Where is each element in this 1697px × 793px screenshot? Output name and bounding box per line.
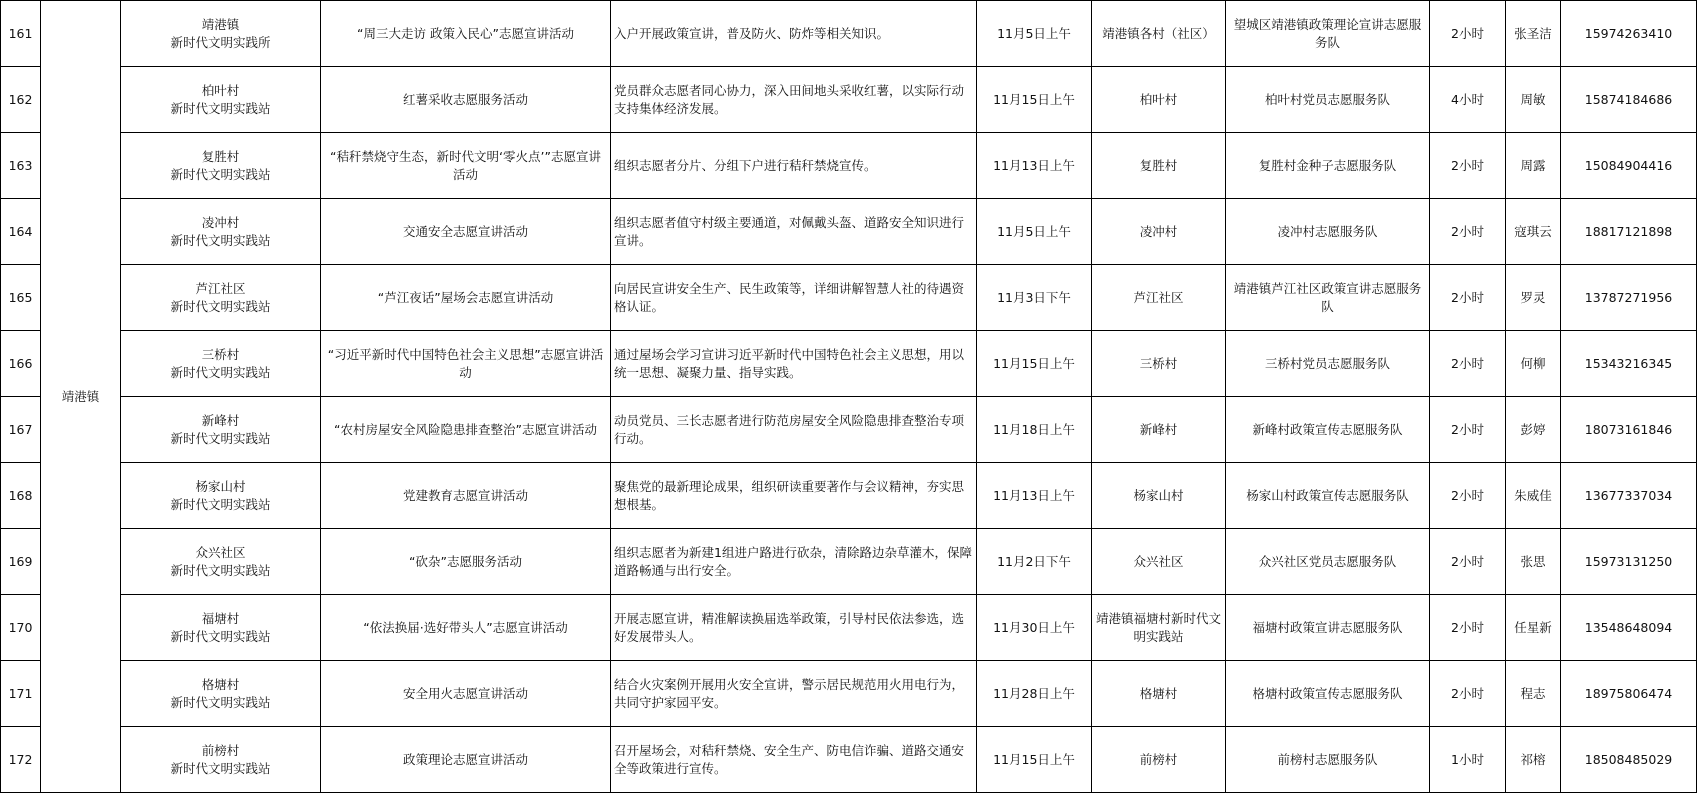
table-row: [1, 529, 1697, 595]
phone-cell: 18817121898: [1561, 199, 1697, 265]
row-number-cell: 166: [1, 331, 41, 397]
team-cell: 前榜村志愿服务队: [1226, 727, 1430, 793]
table-row: [1, 67, 1697, 133]
phone-cell: 15973131250: [1561, 529, 1697, 595]
team-cell: 柏叶村党员志愿服务队: [1226, 67, 1430, 133]
duration-cell: 2小时: [1430, 529, 1506, 595]
row-number-cell: 161: [1, 1, 41, 67]
station-name: 复胜村: [201, 148, 240, 164]
phone-cell: 15343216345: [1561, 331, 1697, 397]
activity-name-cell: “习近平新时代中国特色社会主义思想”志愿宣讲活动: [321, 331, 611, 397]
station-cell: [121, 199, 321, 265]
contact-cell: 周敏: [1506, 67, 1561, 133]
duration-cell: 2小时: [1430, 265, 1506, 331]
station-name: 三桥村: [201, 346, 240, 362]
station-cell: [121, 67, 321, 133]
station-cell: [121, 529, 321, 595]
time-cell: 11月15日上午: [977, 331, 1092, 397]
time-cell: 11月15日上午: [977, 727, 1092, 793]
station-name: 新峰村: [201, 412, 240, 428]
table-row: [1, 199, 1697, 265]
activity-content-cell: 组织志愿者为新建1组进户路进行砍杂，清除路边杂草灌木，保障道路畅通与出行安全。: [611, 529, 977, 595]
duration-cell: 2小时: [1430, 331, 1506, 397]
duration-cell: 2小时: [1430, 1, 1506, 67]
station-name: 柏叶村: [201, 82, 240, 98]
activity-name-cell: “芦江夜话”屋场会志愿宣讲活动: [321, 265, 611, 331]
station-name: 凌冲村: [201, 214, 240, 230]
phone-cell: 18073161846: [1561, 397, 1697, 463]
activity-name-cell: 政策理论志愿宣讲活动: [321, 727, 611, 793]
place-cell: 新峰村: [1092, 397, 1226, 463]
row-number-cell: 162: [1, 67, 41, 133]
row-number-cell: 172: [1, 727, 41, 793]
place-cell: 凌冲村: [1092, 199, 1226, 265]
contact-cell: 罗灵: [1506, 265, 1561, 331]
phone-cell: 13787271956: [1561, 265, 1697, 331]
station-name: 芦江社区: [195, 280, 246, 296]
station-type: 新时代文明实践所: [170, 34, 271, 50]
table-row: [1, 727, 1697, 793]
team-cell: 凌冲村志愿服务队: [1226, 199, 1430, 265]
row-number-cell: 171: [1, 661, 41, 727]
activity-content-cell: 动员党员、三长志愿者进行防范房屋安全风险隐患排查整治专项行动。: [611, 397, 977, 463]
table-row: [1, 331, 1697, 397]
activity-content-cell: 向居民宣讲安全生产、民生政策等，详细讲解智慧人社的待遇资格认证。: [611, 265, 977, 331]
duration-cell: 1小时: [1430, 727, 1506, 793]
time-cell: 11月2日下午: [977, 529, 1092, 595]
contact-cell: 程志: [1506, 661, 1561, 727]
table-row: [1, 265, 1697, 331]
activity-content-cell: 召开屋场会，对秸秆禁烧、安全生产、防电信诈骗、道路交通安全等政策进行宣传。: [611, 727, 977, 793]
station-cell: [121, 331, 321, 397]
activity-name-cell: 交通安全志愿宣讲活动: [321, 199, 611, 265]
station-cell: [121, 661, 321, 727]
station-type: 新时代文明实践站: [170, 562, 271, 578]
station-type: 新时代文明实践站: [170, 166, 271, 182]
contact-cell: 任星新: [1506, 595, 1561, 661]
table-row: [1, 133, 1697, 199]
activity-content-cell: 聚焦党的最新理论成果，组织研读重要著作与会议精神，夯实思想根基。: [611, 463, 977, 529]
station-cell: [121, 463, 321, 529]
table-row: [1, 1, 1697, 67]
team-cell: 靖港镇芦江社区政策宣讲志愿服务队: [1226, 265, 1430, 331]
station-name: 杨家山村: [195, 478, 246, 494]
phone-cell: 18975806474: [1561, 661, 1697, 727]
team-cell: 复胜村金种子志愿服务队: [1226, 133, 1430, 199]
activity-name-cell: 红薯采收志愿服务活动: [321, 67, 611, 133]
time-cell: 11月13日上午: [977, 133, 1092, 199]
table-row: [1, 463, 1697, 529]
phone-cell: 15874184686: [1561, 67, 1697, 133]
row-number-cell: 165: [1, 265, 41, 331]
activity-content-cell: 组织志愿者值守村级主要通道，对佩戴头盔、道路安全知识进行宣讲。: [611, 199, 977, 265]
time-cell: 11月18日上午: [977, 397, 1092, 463]
place-cell: 三桥村: [1092, 331, 1226, 397]
table-body: [1, 1, 1697, 793]
station-cell: [121, 397, 321, 463]
contact-cell: 彭婷: [1506, 397, 1561, 463]
station-type: 新时代文明实践站: [170, 628, 271, 644]
place-cell: 复胜村: [1092, 133, 1226, 199]
activity-content-cell: 组织志愿者分片、分组下户进行秸秆禁烧宣传。: [611, 133, 977, 199]
station-name: 众兴社区: [195, 544, 246, 560]
activity-name-cell: 安全用火志愿宣讲活动: [321, 661, 611, 727]
duration-cell: 2小时: [1430, 661, 1506, 727]
time-cell: 11月30日上午: [977, 595, 1092, 661]
row-number-cell: 163: [1, 133, 41, 199]
time-cell: 11月5日上午: [977, 1, 1092, 67]
row-number-cell: 167: [1, 397, 41, 463]
station-cell: [121, 265, 321, 331]
town-cell: 靖港镇: [41, 1, 121, 793]
activity-name-cell: “农村房屋安全风险隐患排查整治”志愿宣讲活动: [321, 397, 611, 463]
team-cell: 格塘村政策宣传志愿服务队: [1226, 661, 1430, 727]
station-name: 福塘村: [201, 610, 240, 626]
station-cell: [121, 727, 321, 793]
phone-cell: 13548648094: [1561, 595, 1697, 661]
activity-name-cell: “周三大走访 政策入民心”志愿宣讲活动: [321, 1, 611, 67]
activity-content-cell: 入户开展政策宣讲，普及防火、防炸等相关知识。: [611, 1, 977, 67]
activity-content-cell: 通过屋场会学习宣讲习近平新时代中国特色社会主义思想，用以统一思想、凝聚力量、指导实践。: [611, 331, 977, 397]
table-row: [1, 595, 1697, 661]
team-cell: 众兴社区党员志愿服务队: [1226, 529, 1430, 595]
team-cell: 三桥村党员志愿服务队: [1226, 331, 1430, 397]
team-cell: 福塘村政策宣讲志愿服务队: [1226, 595, 1430, 661]
team-cell: 新峰村政策宣传志愿服务队: [1226, 397, 1430, 463]
station-type: 新时代文明实践站: [170, 232, 271, 248]
place-cell: 柏叶村: [1092, 67, 1226, 133]
phone-cell: 18508485029: [1561, 727, 1697, 793]
contact-cell: 朱威佳: [1506, 463, 1561, 529]
row-number-cell: 170: [1, 595, 41, 661]
duration-cell: 2小时: [1430, 133, 1506, 199]
time-cell: 11月13日上午: [977, 463, 1092, 529]
station-cell: [121, 595, 321, 661]
station-name: 靖港镇: [201, 16, 240, 32]
place-cell: 杨家山村: [1092, 463, 1226, 529]
activity-name-cell: “秸秆禁烧守生态，新时代文明‘零火点’”志愿宣讲活动: [321, 133, 611, 199]
table-row: [1, 397, 1697, 463]
row-number-cell: 168: [1, 463, 41, 529]
phone-cell: 15974263410: [1561, 1, 1697, 67]
place-cell: 靖港镇各村（社区）: [1092, 1, 1226, 67]
team-cell: 望城区靖港镇政策理论宣讲志愿服务队: [1226, 1, 1430, 67]
duration-cell: 4小时: [1430, 67, 1506, 133]
time-cell: 11月28日上午: [977, 661, 1092, 727]
activity-content-cell: 开展志愿宣讲，精准解读换届选举政策，引导村民依法参选，选好发展带头人。: [611, 595, 977, 661]
activity-name-cell: 党建教育志愿宣讲活动: [321, 463, 611, 529]
station-type: 新时代文明实践站: [170, 100, 271, 116]
time-cell: 11月5日上午: [977, 199, 1092, 265]
phone-cell: 13677337034: [1561, 463, 1697, 529]
contact-cell: 张圣洁: [1506, 1, 1561, 67]
phone-cell: 15084904416: [1561, 133, 1697, 199]
place-cell: 格塘村: [1092, 661, 1226, 727]
place-cell: 众兴社区: [1092, 529, 1226, 595]
activity-content-cell: 党员群众志愿者同心协力，深入田间地头采收红薯，以实际行动支持集体经济发展。: [611, 67, 977, 133]
duration-cell: 2小时: [1430, 199, 1506, 265]
station-type: 新时代文明实践站: [170, 760, 271, 776]
place-cell: 芦江社区: [1092, 265, 1226, 331]
row-number-cell: 164: [1, 199, 41, 265]
contact-cell: 寇琪云: [1506, 199, 1561, 265]
station-type: 新时代文明实践站: [170, 694, 271, 710]
contact-cell: 周露: [1506, 133, 1561, 199]
station-cell: [121, 133, 321, 199]
duration-cell: 2小时: [1430, 463, 1506, 529]
table-row: [1, 661, 1697, 727]
activity-content-cell: 结合火灾案例开展用火安全宣讲，警示居民规范用火用电行为，共同守护家园平安。: [611, 661, 977, 727]
time-cell: 11月3日下午: [977, 265, 1092, 331]
station-type: 新时代文明实践站: [170, 364, 271, 380]
contact-cell: 张思: [1506, 529, 1561, 595]
station-cell: [121, 1, 321, 67]
row-number-cell: 169: [1, 529, 41, 595]
activity-name-cell: “砍杂”志愿服务活动: [321, 529, 611, 595]
place-cell: 靖港镇福塘村新时代文明实践站: [1092, 595, 1226, 661]
time-cell: 11月15日上午: [977, 67, 1092, 133]
station-type: 新时代文明实践站: [170, 430, 271, 446]
station-type: 新时代文明实践站: [170, 298, 271, 314]
station-name: 前榜村: [201, 742, 240, 758]
duration-cell: 2小时: [1430, 397, 1506, 463]
activity-name-cell: “依法换届·选好带头人”志愿宣讲活动: [321, 595, 611, 661]
contact-cell: 何柳: [1506, 331, 1561, 397]
station-name: 格塘村: [201, 676, 240, 692]
duration-cell: 2小时: [1430, 595, 1506, 661]
station-type: 新时代文明实践站: [170, 496, 271, 512]
team-cell: 杨家山村政策宣传志愿服务队: [1226, 463, 1430, 529]
contact-cell: 祁榕: [1506, 727, 1561, 793]
place-cell: 前榜村: [1092, 727, 1226, 793]
